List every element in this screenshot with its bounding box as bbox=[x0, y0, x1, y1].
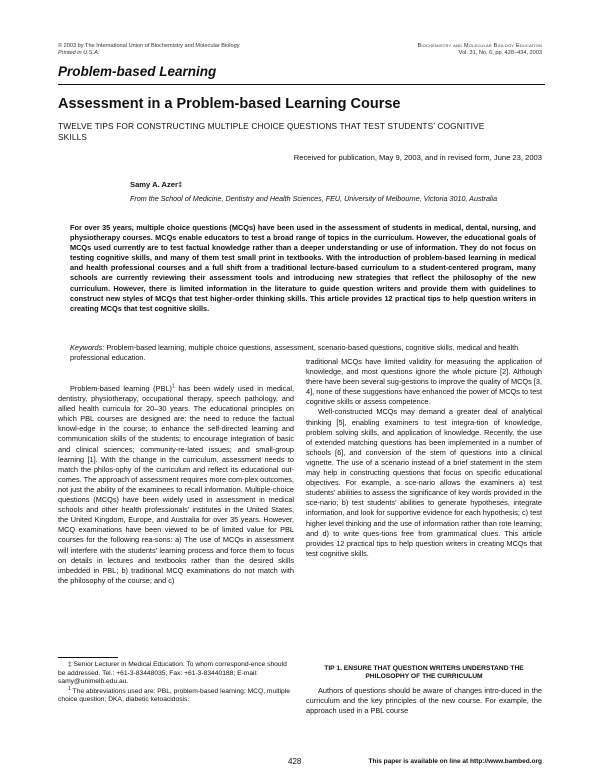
author-name: Samy A. Azer‡ bbox=[130, 180, 183, 189]
journal-name: Biochemistry and Molecular Biology Education bbox=[417, 43, 542, 49]
footnote-divider bbox=[58, 657, 118, 658]
abstract: For over 35 years, multiple choice questions (MCQs) have been used in the assessment of students in medical, dental, nursing, and physiotherapy courses. MCQs enable educators to test a broad range of topics in the curriculum. However, the educational goals of MCQs used currently are to test factual knowledge rather than a deeper understanding or use of information. They do not focus on testing cognitive skills, and many of them test small print in textbooks. With the introduction of problem-based learning in medical and health professional courses and a full shift from a traditional lecture-based curriculum to a student-centered program, many schools are currently reviewing their assessment tools and introducing new strategies that reflect the philosophy of the new curriculum. However, there is limited information in the literature to guide question writers and provide them with guidelines to construct new styles of MCQs that test higher-order thinking skills. This article provides 12 practical tips to help question writers in creating MCQs that test cognitive skills. bbox=[70, 223, 536, 313]
paragraph-well-constructed: Well-constructed MCQs may demand a greater deal of analytical thinking [5], enabling examiners to test integra-tion of knowledge, problem solving skills, and application of knowledge. Recently, the use of extended matching questions has been implemented in a number of schools [6], and conversion of the stem of questions into a clinical vignette. The use of a scenario instead of a brief statement in the stem may help in constructing questions that focus on specific educational objectives. For example, a sce-nario allows the examiners a) test students’ abilities to assess the significance of key words provided in the sce-nario; b) test students’ abilities to generate hypotheses, integrate information, and look for supportive evidence for each hypothesis; c) test higher level thinking and the use of information rather than rote learning; and d) to write ques-tions free from grammatical clues. This article provides 12 practical tips to help question writers in creating MCQs that test cognitive skills. bbox=[306, 407, 542, 558]
page-number: 428 bbox=[288, 757, 302, 766]
paragraph-continued: traditional MCQs have limited validity for measuring the application of knowledge, and most questions ignore the whole picture [2]. Although there have been several sug-gestions to improve the quality of MCQs [3, 4], none of these suggestions have enhanced the power of MCQs to test cognitive skills or assess competence. bbox=[306, 357, 542, 407]
intro-text-start: Problem-based learning (PBL) bbox=[70, 384, 172, 393]
footnote-author: ‡ Senior Lecturer in Medical Education. To whom correspond-ence should be addressed. Tel.: +61-3-83448035; Fax: +61-3-83440188; E-mail: samy@unimelb.edu.au. bbox=[58, 661, 287, 686]
tip1-paragraph: Authors of questions should be aware of changes intro-duced in the curriculum and the key principles of the new course. For example, the approach used in a PBL course bbox=[306, 686, 542, 716]
footnote-abbreviations bbox=[58, 685, 294, 705]
footnote-marker: 1 bbox=[171, 383, 175, 390]
footnote-marker: 1 bbox=[68, 685, 71, 692]
paper-subtitle: TWELVE TIPS FOR CONSTRUCTING MULTIPLE CHOICE QUESTIONS THAT TEST STUDENTS’ COGNITIVE SKILLS bbox=[58, 121, 485, 142]
body-column-right bbox=[306, 357, 542, 559]
volume-info: Vol. 31, No. 6, pp. 428–434, 2003 bbox=[458, 50, 542, 56]
printed-in-line: Printed in U.S.A. bbox=[58, 50, 100, 56]
intro-paragraph bbox=[58, 384, 294, 586]
received-date: Received for publication, May 9, 2003, and in revised form, June 23, 2003 bbox=[293, 153, 542, 162]
footnote-abbreviations-text: The abbreviations used are: PBL, problem-based learning; MCQ, multiple choice question; DKA, diabetic ketoacidosis. bbox=[58, 687, 290, 704]
keywords-label: Keywords: bbox=[70, 343, 105, 352]
copyright-line: © 2003 by The International Union of Biochemistry and Molecular Biology bbox=[58, 43, 240, 49]
keywords-text: Problem-based learning, multiple choice questions, assessment, scenario-based questions, cognitive skills, medical and health professional education. bbox=[70, 343, 519, 363]
body-column-left bbox=[58, 384, 294, 586]
tip1-heading: TIP 1. ENSURE THAT QUESTION WRITERS UNDERSTAND THE PHILOSOPHY OF THE CURRICULUM bbox=[324, 665, 524, 681]
author-affiliation: From the School of Medicine, Dentistry and Health Sciences, FEU, University of Melbourne, Victoria 3010, Australia bbox=[130, 194, 498, 203]
journal-copyright bbox=[58, 43, 298, 57]
journal-citation bbox=[302, 43, 542, 57]
footnotes bbox=[58, 661, 294, 706]
header-divider bbox=[58, 84, 545, 85]
tip1-body bbox=[306, 686, 542, 716]
intro-text-rest: has been widely used in medical, dentistry, physiotherapy, occupational therapy, speech pathology, and allied health curricula for 20–30 years. The educational principles on which PBL courses are designed are: the need to reduce the factual knowl-edge in the course; to enhance the self-directed learning and communication skills of the students; to encourage integration of basic and clinical sciences; community-re-lated issues; and small-group learning [1]. With the change in the curriculum, assessment needs to match the philos-ophy of the curriculum and reflect its educational out-comes. The approach of assessment requires more com-plex outcomes, not just the ability of the examinees to recall information. Multiple-choice questions (MCQs) have been widely used in assessment in medical schools and other health professionals’ institutes in the United States, the United Kingdom, Europe, and Australia for over 35 years. However, MCQ examinations have been viewed to be of limited value for PBL courses for the following rea-sons: a) The use of MCQs in assessment will interfere with the students’ learning process and force them to focus on details in lectures and textbooks rather than the desired skills imbedded in PBL; b) traditional MCQ examinations do not match with the philosophy of the course; and c) bbox=[58, 384, 294, 585]
availability-note: This paper is available on line at http://www.bambed.org bbox=[368, 758, 542, 765]
paper-title: Assessment in a Problem-based Learning Course bbox=[58, 96, 401, 112]
section-label: Problem-based Learning bbox=[58, 64, 217, 79]
